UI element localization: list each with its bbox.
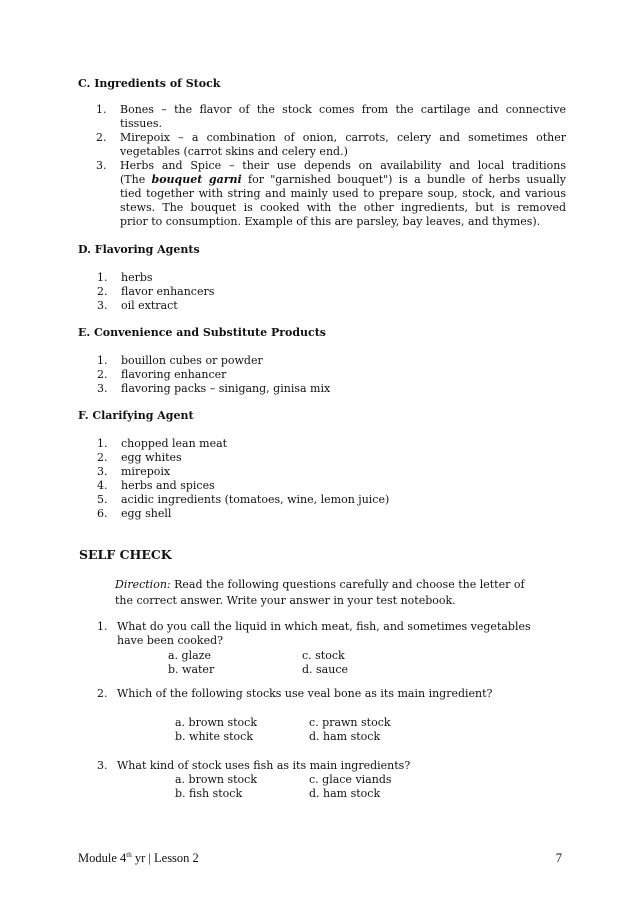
list-number: 5.	[97, 493, 108, 506]
question-2	[97, 687, 567, 701]
list-number: 2.	[97, 285, 108, 298]
choice-b: b. white stock	[175, 730, 253, 743]
choice-d: d. sauce	[302, 663, 348, 676]
choice-row	[175, 716, 391, 730]
list-number: 3.	[96, 159, 107, 172]
choice-c: c. glace viands	[309, 773, 392, 786]
question-3	[97, 759, 567, 773]
question-1	[97, 620, 567, 648]
question-text	[117, 687, 567, 701]
list-text-line: Mirepoix – a combination of onion, carrots, celery and sometimes other	[120, 131, 566, 144]
list-item	[97, 479, 389, 493]
choice-row	[175, 787, 392, 801]
list-text-line: tissues.	[120, 117, 162, 130]
footer-module-label	[78, 851, 199, 866]
ingredients-of-stock-list	[96, 103, 566, 229]
footer-module-post: yr | Lesson 2	[131, 851, 199, 866]
direction-line: the correct answer. Write your answer in your test notebook.	[115, 594, 456, 607]
list-number: 3.	[97, 465, 108, 478]
list-item	[96, 103, 566, 131]
section-heading-flavoring-agents: D. Flavoring Agents	[78, 243, 200, 256]
list-item	[97, 507, 389, 521]
list-text-line: tied together with string and mainly used to prepare soup, stock, and various	[120, 187, 566, 200]
list-number: 2.	[97, 451, 108, 464]
list-text: oil extract	[121, 299, 178, 312]
list-text: bouillon cubes or powder	[121, 354, 263, 367]
list-text: flavor enhancers	[121, 285, 215, 298]
list-item	[97, 465, 389, 479]
section-heading-ingredients-of-stock: C. Ingredients of Stock	[78, 77, 221, 90]
list-item	[96, 131, 566, 159]
list-number: 6.	[97, 507, 108, 520]
list-text-line: vegetables (carrot skins and celery end.)	[120, 145, 348, 158]
question-line: What kind of stock uses fish as its main ingredients?	[117, 759, 411, 772]
choice-a: a. brown stock	[175, 716, 257, 729]
list-text-line: Bones – the flavor of the stock comes from the cartilage and connective	[120, 103, 566, 116]
choice-row	[168, 649, 348, 663]
list-number: 4.	[97, 479, 108, 492]
page-number: 7	[555, 851, 562, 865]
question-line: have been cooked?	[117, 634, 224, 647]
choice-a: a. glaze	[168, 649, 211, 662]
page-footer	[78, 851, 562, 866]
list-text: mirepoix	[121, 465, 171, 478]
question-number: 2.	[97, 687, 108, 700]
text-fragment: for "garnished bouquet") is a bundle of herbs usually	[241, 173, 566, 186]
list-text-line-with-emphasis	[120, 173, 566, 187]
question-text	[117, 759, 567, 773]
question-line: What do you call the liquid in which meat, fish, and sometimes vegetables	[117, 620, 531, 633]
list-text-line: Herbs and Spice – their use depends on availability and local traditions	[120, 159, 566, 172]
list-number: 2.	[96, 131, 107, 144]
clarifying-agent-list	[97, 437, 389, 521]
choice-c: c. stock	[302, 649, 345, 662]
emphasized-term: bouquet garni	[151, 173, 242, 186]
direction-text: Read the following questions carefully and choose the letter of	[170, 578, 525, 591]
question-number: 3.	[97, 759, 108, 772]
choice-d: d. ham stock	[309, 730, 381, 743]
list-item	[96, 159, 566, 229]
footer-module-pre: Module 4	[78, 851, 127, 866]
choice-b: b. fish stock	[175, 787, 243, 800]
list-item	[97, 437, 389, 451]
question-number: 1.	[97, 620, 108, 633]
list-text: acidic ingredients (tomatoes, wine, lemon juice)	[121, 493, 390, 506]
list-item	[97, 368, 330, 382]
list-text: flavoring packs – sinigang, ginisa mix	[121, 382, 331, 395]
self-check-direction	[115, 577, 565, 609]
list-number: 3.	[97, 299, 108, 312]
choice-row	[175, 730, 391, 744]
question-2-choices	[175, 716, 391, 744]
list-text-line: stews. The bouquet is cooked with the other ingredients, but is removed	[120, 201, 566, 214]
list-item	[97, 451, 389, 465]
list-item	[97, 285, 214, 299]
text-fragment: (The	[120, 173, 152, 186]
list-number: 2.	[97, 368, 108, 381]
self-check-heading: SELF CHECK	[79, 547, 172, 562]
flavoring-agents-list	[97, 271, 214, 313]
list-item	[97, 382, 330, 396]
list-item	[97, 299, 214, 313]
list-text: chopped lean meat	[121, 437, 228, 450]
list-number: 3.	[97, 382, 108, 395]
question-3-choices	[175, 773, 392, 801]
list-number: 1.	[97, 437, 108, 450]
list-text: egg whites	[121, 451, 182, 464]
list-number: 1.	[96, 103, 107, 116]
list-number: 1.	[97, 271, 108, 284]
list-item	[97, 493, 389, 507]
choice-row	[175, 773, 392, 787]
list-text: flavoring enhancer	[121, 368, 227, 381]
list-number: 1.	[97, 354, 108, 367]
list-item	[97, 354, 330, 368]
choice-c: c. prawn stock	[309, 716, 391, 729]
question-1-choices	[168, 649, 348, 677]
section-heading-convenience-products: E. Convenience and Substitute Products	[78, 326, 327, 339]
footer-module-sup: th	[126, 851, 132, 859]
list-text: egg shell	[121, 507, 172, 520]
choice-row	[168, 663, 348, 677]
section-heading-clarifying-agent: F. Clarifying Agent	[78, 409, 194, 422]
choice-b: b. water	[168, 663, 215, 676]
list-text: herbs and spices	[121, 479, 215, 492]
question-line: Which of the following stocks use veal bone as its main ingredient?	[117, 687, 493, 700]
list-text: herbs	[121, 271, 153, 284]
choice-d: d. ham stock	[309, 787, 381, 800]
question-text	[117, 620, 567, 648]
list-item	[97, 271, 214, 285]
direction-line	[115, 577, 565, 593]
list-text-line: prior to consumption. Example of this are parsley, bay leaves, and thymes).	[120, 215, 541, 228]
convenience-products-list	[97, 354, 330, 396]
choice-a: a. brown stock	[175, 773, 257, 786]
direction-label: Direction:	[115, 578, 171, 591]
